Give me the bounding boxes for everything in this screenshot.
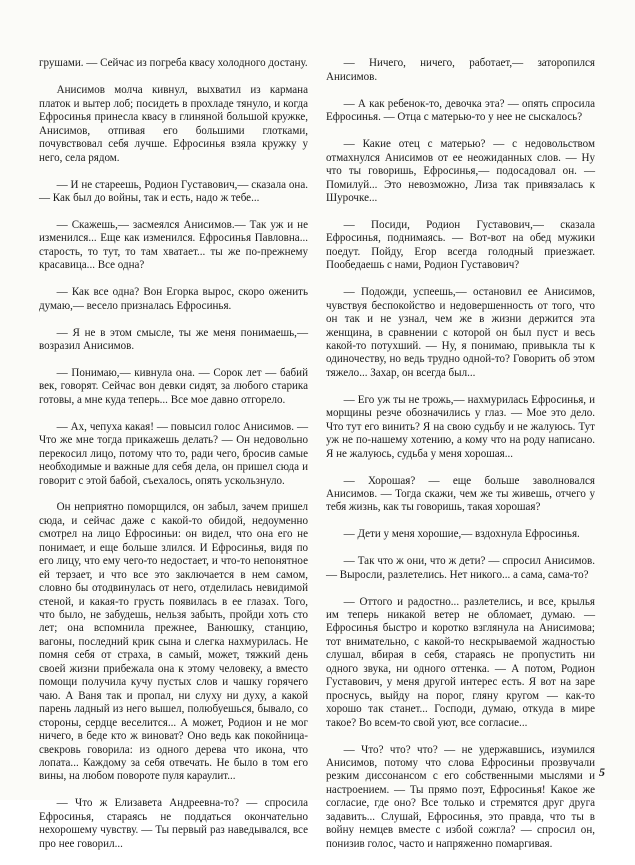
paragraph: — Его уж ты не трожь,— нахмурилась Ефросинья, и морщины резче обозначились у глаз. — Мое это дело. Что тут его винить? Я на свою судьбу и не жалуюсь. Тут уж не по-нашему хотению, а кому что на роду написано. Я не жалуюсь, судьба у меня хорошая... (326, 393, 595, 460)
paragraph: — Как все одна? Вон Егорка вырос, скоро оженить думаю,— весело призналась Ефросинья. (39, 286, 308, 312)
paragraph: — Хорошая? — еще больше заволновался Анисимов. — Тогда скажи, чем же ты живешь, отчего у тебя жизнь, как ты говоришь, такая хорошая? (326, 474, 595, 514)
paragraph: — И не стареешь, Родион Густавович,— сказала она. — Как был до войны, так и есть, надо ж тебе... (39, 178, 308, 204)
paragraph: — Посиди, Родион Густавович,— сказала Ефросинья, поднимаясь. — Вот-вот на обед мужики поедут. Пойду, Егор всегда голодный приезжает. Пообедаешь с нами, Родион Густавович? (326, 218, 595, 272)
paragraph: — Что ж Елизавета Андреевна-то? — спросила Ефросинья, стараясь не поддаться окончательно нехорошему чувству. — Ты первый раз наведывался, все про нее говорил... (39, 797, 308, 850)
paragraph: Он неприятно поморщился, он забыл, зачем пришел сюда, и сейчас даже с какой-то обидой, недоуменно смотрел на лицо Ефросиньи: он видел, что она его не понимает, и еще больше злился. И Ефросинья, видя по его лицу, что ему чего-то недостает, и что-то непонятное ей терзает, и что все это заключается в нем самом, словно бы отодвинулась от него, отделилась невидимой стеной, и какая-то грусть появилась в ее глазах. Того, что было, не забудешь, нельзя забыть, пройди хоть сто лет; она вспомнила прежнее, Ванюшку, станцию, вагоны, последний крик сына и слегка нахмурилась. Не помня себя от страха, в самый, может, тяжкий день своей жизни прибежала она к этому человеку, а вместо помощи получила кучу пустых слов и чашку горячего чаю. А Ваня так и пропал, ни слуху ни духу, а какой парень ладный из него вышел, полюбуешься, бывало, со стороны, сердце веселится... А может, Родион и не мог ничего, в беде кто ж виноват? Оно ведь как покойница-свекровь говорила: из одного дерева что икона, что лопата... Каждому за себя отвечать. Не было в том его вины, на любом повороте пуля караулит... (39, 501, 308, 783)
paragraph: — Что? что? что? — не удержавшись, изумился Анисимов, потому что слова Ефросиньи прозвучали резким диссонансом с его собственными мыслями и настроением. — Ты прямо поэт, Ефросинья! Какое же согласие, где оно? Все только и стремятся друг друга задавить... Слушай, Ефросинья, это правда, что ты в войну немцев вместе с избой сожгла? — спросил он, понизив голос, часто и напряженно помаргивая. (326, 743, 595, 850)
paragraph: — Понимаю,— кивнула она. — Сорок лет — бабий век, говорят. Сейчас вон девки сидят, за любого старика готовы, а мне куда теперь... Все мое давно отгорело. (39, 366, 308, 406)
paragraph: — Ничего, ничего, работает,— заторопился Анисимов. (326, 57, 595, 83)
paragraph: — Так что ж они, что ж дети? — спросил Анисимов. — Выросли, разлетелись. Нет никого... а сама, сама-то? (326, 555, 595, 581)
paragraph: — Я не в этом смысле, ты же меня понимаешь,— возразил Анисимов. (39, 326, 308, 352)
text-column-left (39, 44, 308, 865)
text-column-right (326, 44, 595, 865)
paragraph: — Ах, чепуха какая! — повысил голос Анисимов. — Что же мне тогда прикажешь делать? — Он недовольно перекосил лицо, потому что то, ради чего, бросив самые необходимые и важные для себя дела, он пришел сюда и говорит с этой бабой, съехалось, опять ускользнуло. (39, 420, 308, 487)
paragraph: — Оттого и радостно... разлетелись, и все, крылья им теперь никакой ветер не обломает, думаю. — Ефросинья быстро и коротко взглянула на Анисимова; тот внимательно, с какой-то нескрываемой жадностью слушал, вбирая в себя, стараясь не пропустить ни одного звука, ни одного оттенка. — А потом, Родион Густавович, у меня другой интерес есть. Я вот на заре проснусь, выйду на порог, гляну кругом — как-то хорошо так станет... Господи, думаю, откуда в мире такое? Во всем-то свой уют, все согласие... (326, 595, 595, 729)
paragraph: грушами. — Сейчас из погреба квасу холодного достану. (39, 57, 308, 70)
paragraph: Анисимов молча кивнул, выхватил из кармана платок и вытер лоб; посидеть в прохладе тянуло, и когда Ефросинья принесла квасу в глиняной большой кружке, Анисимов, отпивая его большими глотками, почувствовал себя лучше. Ефросинья взяла кружку у него, села рядом. (39, 84, 308, 164)
paragraph: — Скажешь,— засмеялся Анисимов.— Так уж и не изменился... Еще как изменился. Ефросинья Павловна... старость, то тут, то там хватает... ты же по-прежнему красавица... Все одна? (39, 218, 308, 272)
paragraph: — Какие отец с матерью? — с недовольством отмахнулся Анисимов от ее неожиданных слов. — Ну что ты говоришь, Ефросинья,— подосадовал он. — Помилуй... Это невозможно, Лиза так привязалась к Шурочке... (326, 138, 595, 204)
page-number: 5 (599, 765, 605, 779)
paragraph: — Подожди, успеешь,— остановил ее Анисимов, чувствуя беспокойство и недовершенность от того, что он так и не узнал, чем же в жизни держится эта женщина, в сравнении с которой он был пуст и весь какой-то потухший. — Ну, я понимаю, привыкла ты к одиночеству, но ведь трудно одной-то? Говорить об этом тяжело... Захар, он всегда был... (326, 286, 595, 379)
paragraph: — А как ребенок-то, девочка эта? — опять спросила Ефросинья. — Отца с матерью-то у нее не сыскалось? (326, 97, 595, 124)
paragraph: — Дети у меня хорошие,— вздохнула Ефросинья. (343, 528, 580, 541)
